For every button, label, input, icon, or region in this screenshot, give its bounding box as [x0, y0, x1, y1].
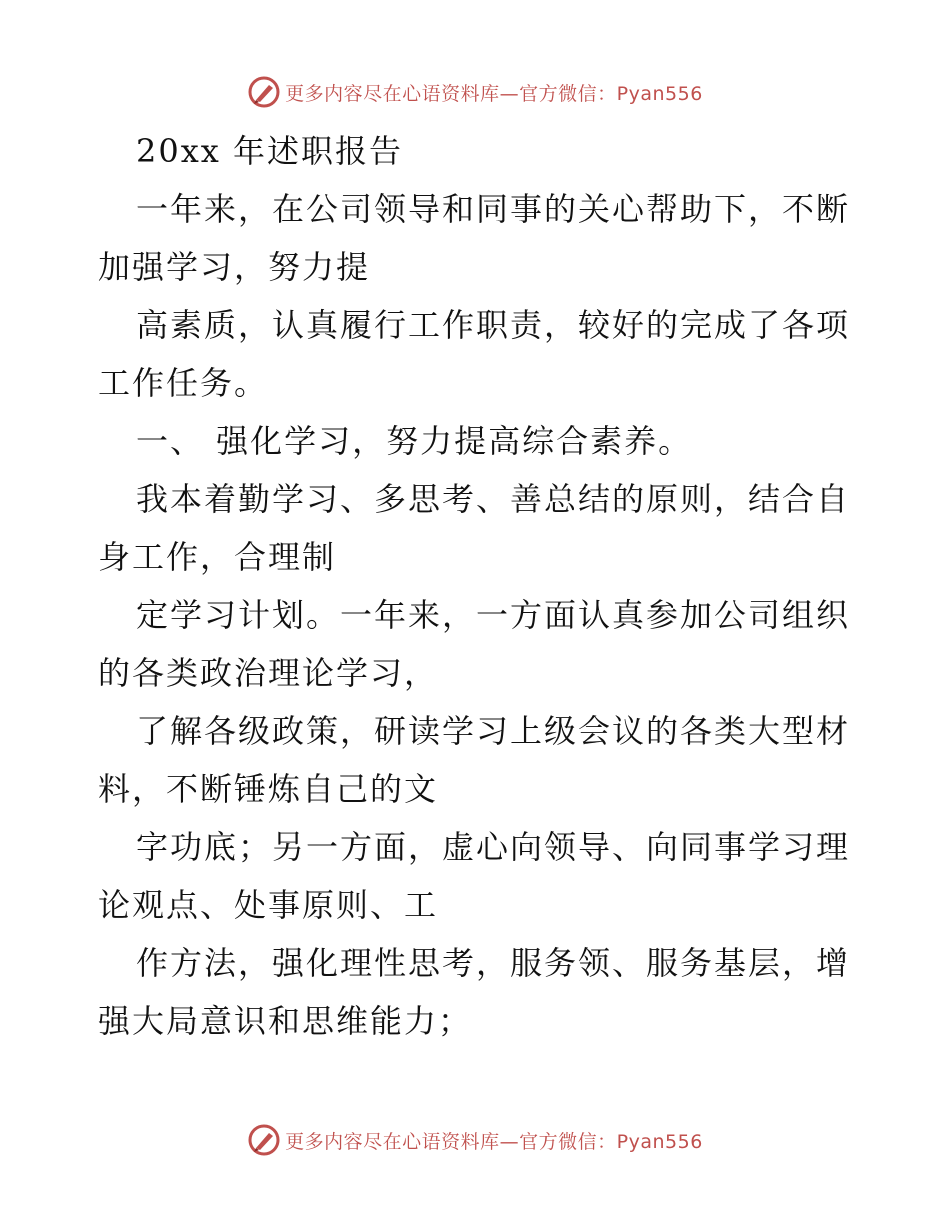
paragraph-line: 加强学习，努力提	[98, 248, 371, 286]
pen-logo-icon	[247, 75, 281, 109]
footer-banner	[0, 1120, 950, 1160]
pen-logo-icon	[247, 1123, 281, 1157]
paragraph-line: 定学习计划。一年来，一方面认真参加公司组织	[136, 596, 851, 634]
banner-text: 更多内容尽在心语资料库—官方微信：Pyan556	[285, 1130, 703, 1153]
section-heading: 一、 强化学习，努力提高综合素养。	[136, 422, 693, 460]
header-banner	[0, 72, 950, 112]
document-title: 20xx 年述职报告	[136, 132, 403, 170]
paragraph-line: 作方法，强化理性思考，服务领、服务基层，增	[136, 944, 851, 982]
paragraph-line: 工作任务。	[98, 364, 269, 402]
paragraph-line: 高素质，认真履行工作职责，较好的完成了各项	[136, 306, 851, 344]
paragraph-line: 的各类政治理论学习，	[98, 654, 439, 692]
document-body	[98, 122, 858, 1050]
paragraph-line: 强大局意识和思维能力；	[98, 1002, 473, 1040]
paragraph-line: 论观点、处事原则、工	[98, 886, 439, 924]
paragraph-line: 身工作，合理制	[98, 538, 337, 576]
paragraph-line: 了解各级政策，研读学习上级会议的各类大型材	[136, 712, 851, 750]
paragraph-line: 我本着勤学习、多思考、善总结的原则，结合自	[136, 480, 851, 518]
banner-text: 更多内容尽在心语资料库—官方微信：Pyan556	[285, 82, 703, 105]
paragraph-line: 字功底；另一方面，虚心向领导、向同事学习理	[136, 828, 851, 866]
paragraph-line: 料，不断锤炼自己的文	[98, 770, 439, 808]
paragraph-line: 一年来，在公司领导和同事的关心帮助下，不断	[136, 190, 851, 228]
